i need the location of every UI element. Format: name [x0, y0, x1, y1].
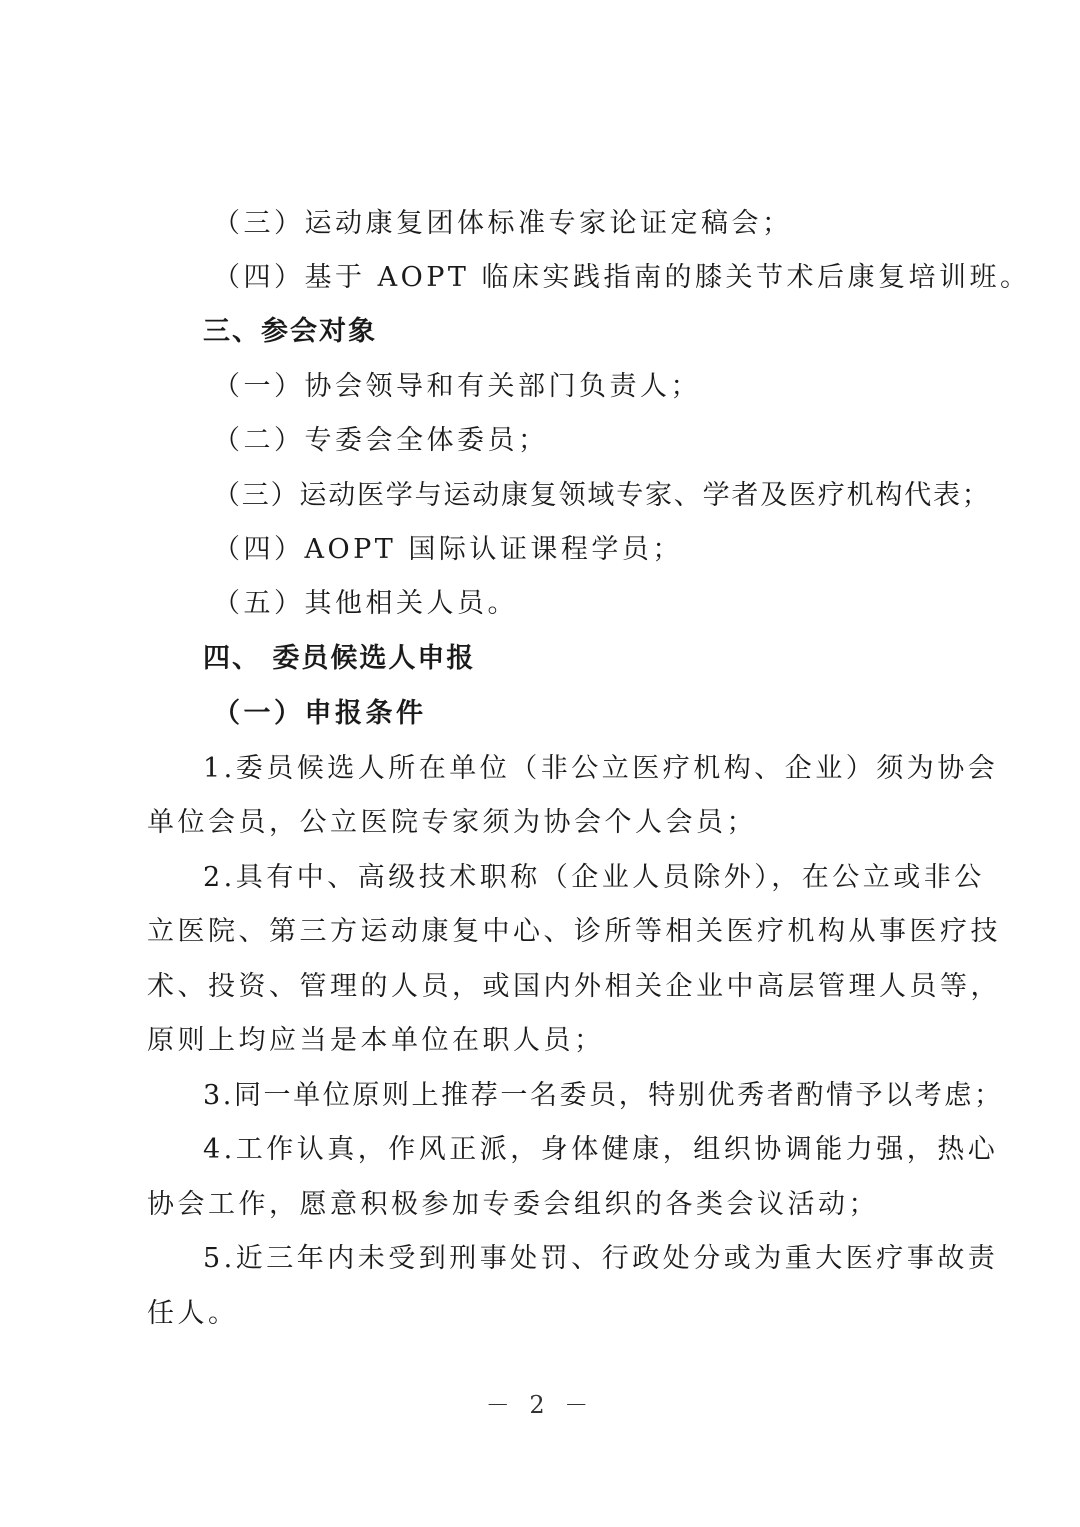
condition-line-4: 立医院、第三方运动康复中心、诊所等相关医疗机构从事医疗技: [147, 916, 1001, 947]
condition-line-1: 1.委员候选人所在单位（非公立医疗机构、企业）须为协会: [203, 753, 999, 784]
condition-line-8: 4.工作认真，作风正派，身体健康，组织协调能力强，热心: [203, 1134, 999, 1165]
meeting-item-3: （三）运动康复团体标准专家论证定稿会；: [213, 208, 793, 239]
condition-line-7: 3.同一单位原则上推荐一名委员，特别优秀者酌情予以考虑；: [203, 1080, 1004, 1111]
attendee-item-4: （四）AOPT 国际认证课程学员；: [213, 534, 683, 565]
section-4-subheading: （一）申报条件: [213, 698, 427, 729]
section-4-heading: 四、 委员候选人申报: [203, 643, 476, 674]
meeting-item-4: （四）基于 AOPT 临床实践指南的膝关节术后康复培训班。: [213, 262, 1031, 293]
attendee-item-3: （三）运动医学与运动康复领域专家、学者及医疗机构代表；: [213, 480, 991, 511]
condition-line-10: 5.近三年内未受到刑事处罚、行政处分或为重大医疗事故责: [203, 1243, 999, 1274]
attendee-item-1: （一）协会领导和有关部门负责人；: [213, 371, 701, 402]
page-number: － 2 －: [485, 1391, 595, 1419]
condition-line-6: 原则上均应当是本单位在职人员；: [147, 1025, 605, 1056]
condition-line-3: 2.具有中、高级技术职称（企业人员除外），在公立或非公: [203, 862, 985, 893]
attendee-item-2: （二）专委会全体委员；: [213, 425, 549, 456]
attendee-item-5: （五）其他相关人员。: [213, 588, 518, 619]
condition-line-5: 术、投资、管理的人员，或国内外相关企业中高层管理人员等，: [147, 971, 1001, 1002]
condition-line-2: 单位会员，公立医院专家须为协会个人会员；: [147, 807, 757, 838]
section-3-heading: 三、参会对象: [203, 316, 377, 347]
condition-line-11: 任人。: [147, 1298, 239, 1329]
condition-line-9: 协会工作，愿意积极参加专委会组织的各类会议活动；: [147, 1189, 879, 1220]
